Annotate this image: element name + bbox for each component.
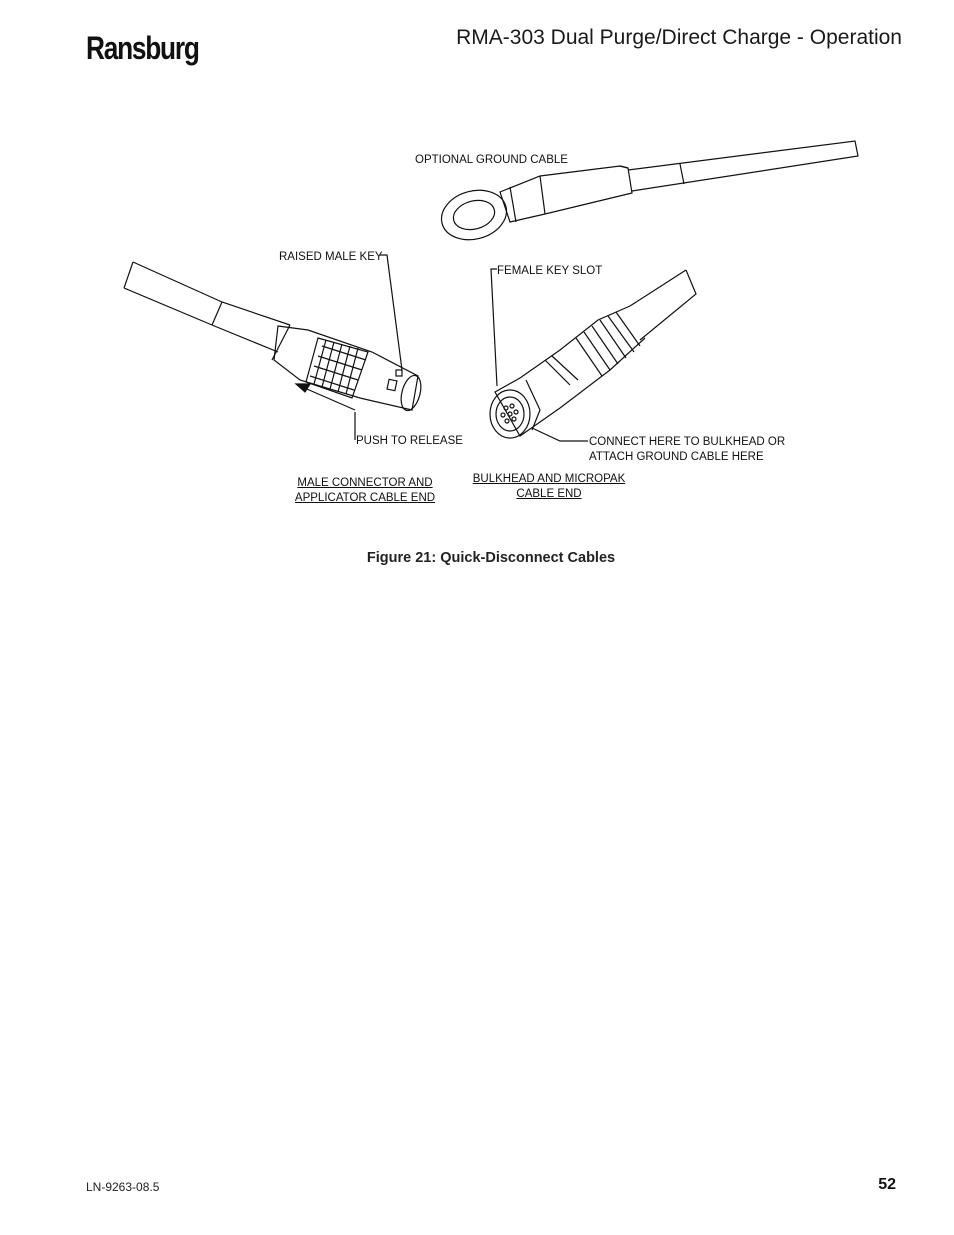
female-connector-drawing bbox=[490, 270, 696, 438]
document-number: LN-9263-08.5 bbox=[86, 1180, 160, 1194]
page-number: 52 bbox=[878, 1176, 896, 1193]
quick-disconnect-illustration bbox=[0, 0, 954, 540]
label-optional-ground-cable: OPTIONAL GROUND CABLE bbox=[415, 154, 568, 166]
figure-caption: Figure 21: Quick-Disconnect Cables bbox=[366, 550, 616, 566]
brand-logo: Ransburg bbox=[86, 30, 199, 66]
label-male-connector bbox=[294, 476, 436, 506]
label-connect-here bbox=[589, 435, 785, 465]
label-bulkhead-cable-end bbox=[470, 472, 628, 502]
label-connect-here-line1: CONNECT HERE TO BULKHEAD OR bbox=[589, 436, 786, 448]
male-connector-drawing bbox=[124, 262, 424, 413]
label-male-connector-line1: MALE CONNECTOR AND bbox=[297, 477, 433, 489]
label-bulkhead-line2: CABLE END bbox=[516, 488, 582, 500]
label-male-connector-line2: APPLICATOR CABLE END bbox=[294, 492, 436, 504]
label-connect-here-line2: ATTACH GROUND CABLE HERE bbox=[589, 451, 764, 463]
page-title: RMA-303 Dual Purge/Direct Charge - Operation bbox=[456, 26, 902, 49]
label-female-key-slot: FEMALE KEY SLOT bbox=[497, 265, 603, 277]
label-raised-male-key: RAISED MALE KEY bbox=[279, 251, 383, 263]
label-push-to-release: PUSH TO RELEASE bbox=[356, 435, 463, 447]
label-bulkhead-line1: BULKHEAD AND MICROPAK bbox=[472, 473, 626, 485]
